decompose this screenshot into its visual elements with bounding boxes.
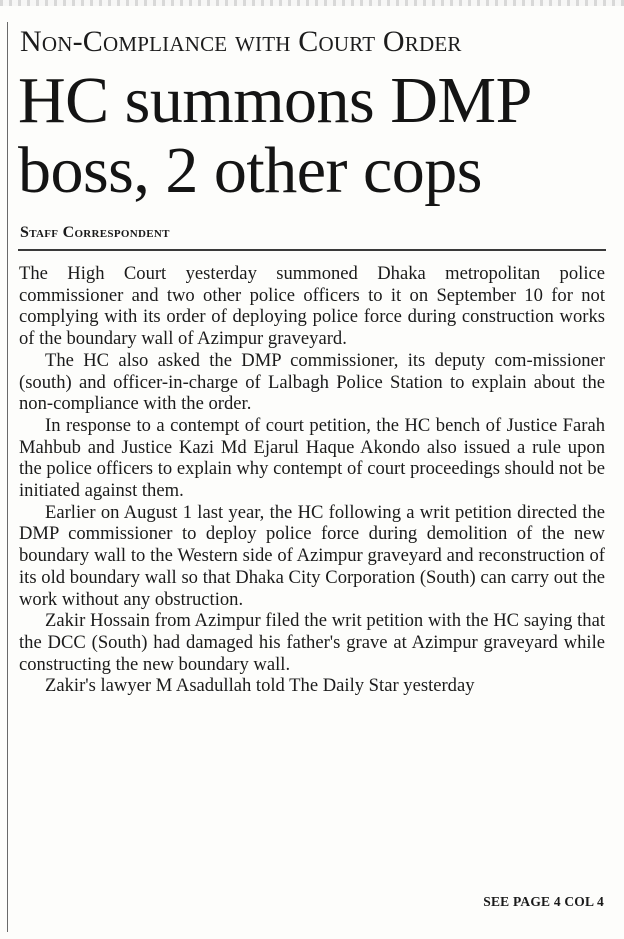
paragraph-4: Earlier on August 1 last year, the HC following a writ petition directed the DMP commissioner to deploy police force during demolition of the new boundary wall to the Western side of Azimpur graveyard and reconstruction of its old boundary wall so that Dhaka City Corporation (South) can carry out the work without any obstruction. xyxy=(19,501,605,610)
headline-line-2: boss, 2 other cops xyxy=(18,134,482,207)
column-rule xyxy=(7,22,8,932)
paragraph-5: Zakir Hossain from Azimpur filed the writ petition with the HC saying that the DCC (South) had damaged his father's grave at Azimpur graveyard while constructing the new boundary wall. xyxy=(19,610,605,675)
paragraph-1: The High Court yesterday summoned Dhaka metropolitan police commissioner and two other police officers to it on September 10 for not complying with its order of deploying police force during construction works of the boundary wall of Azimpur graveyard. xyxy=(19,263,605,350)
paragraph-2: The HC also asked the DMP commissioner, its deputy com-missioner (south) and officer-in-charge of Lalbagh Police Station to explain about the non-compliance with the order. xyxy=(19,349,605,415)
byline-divider xyxy=(18,249,606,251)
kicker-heading: Non-Compliance with Court Order xyxy=(20,25,462,58)
article-body xyxy=(19,263,605,697)
continued-on-line: SEE PAGE 4 COL 4 xyxy=(483,894,604,909)
headline xyxy=(18,66,618,206)
byline: Staff Correspondent xyxy=(20,224,170,241)
headline-line-1: HC summons DMP xyxy=(18,64,532,137)
clipping-top-edge xyxy=(0,0,624,6)
paragraph-3: In response to a contempt of court petition, the HC bench of Justice Farah Mahbub and Justice Kazi Md Ejarul Haque Akondo also issued a rule upon the police officers to explain why contempt of court proceedings should not be initiated against them. xyxy=(19,414,605,502)
paragraph-6: Zakir's lawyer M Asadullah told The Daily Star yesterday xyxy=(45,675,475,697)
